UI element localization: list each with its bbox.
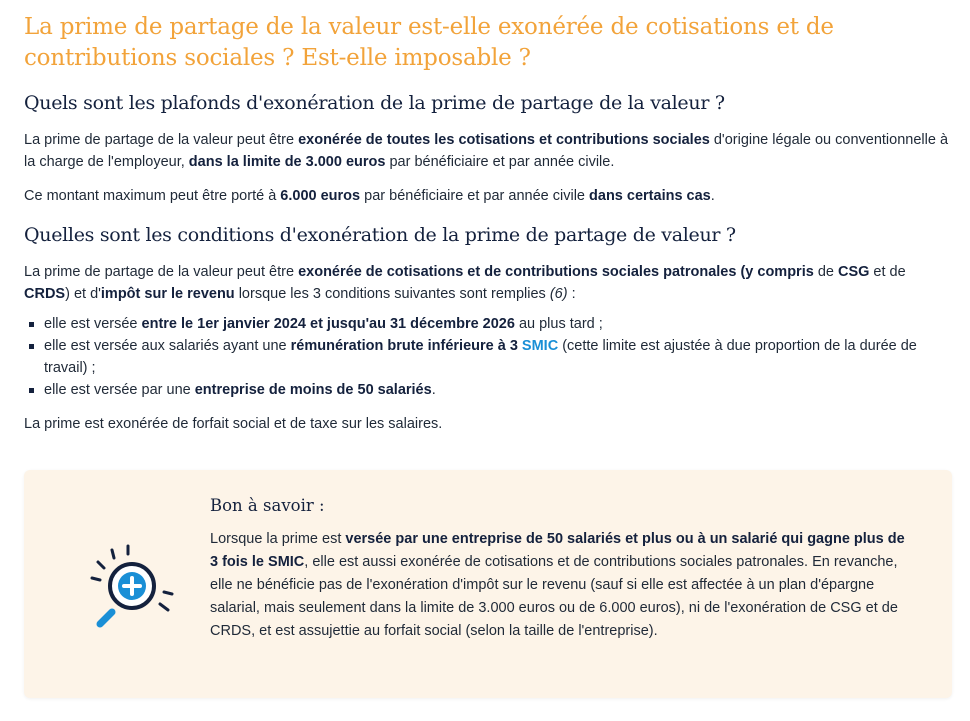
magnifier-plus-icon [84, 540, 184, 640]
section1-heading: Quels sont les plafonds d'exonération de la prime de partage de la valeur ? [24, 92, 725, 114]
page-title: La prime de partage de la valeur est-elle exonérée de cotisations et de contributions sociales ? Est-elle imposable ? [24, 14, 834, 71]
callout-title: Bon à savoir : [210, 496, 325, 515]
section2-outro: La prime est exonérée de forfait social et de taxe sur les salaires. [24, 416, 443, 432]
section1-paragraph2: Ce montant maximum peut être porté à 6.000 euros par bénéficiaire et par année civile dans certains cas. [24, 188, 715, 204]
list-item: elle est versée par une entreprise de moins de 50 salariés. [24, 379, 954, 401]
list-item: elle est versée aux salariés ayant une rémunération brute inférieure à 3 SMIC (cette limite est ajustée à due proportion de la durée de travail) ; [24, 335, 954, 379]
section2-heading: Quelles sont les conditions d'exonération de la prime de partage de valeur ? [24, 224, 736, 246]
section2-intro: La prime de partage de la valeur peut être exonérée de cotisations et de contributions sociales patronales (y compris de CSG et de CRDS) et d'impôt sur le revenu lorsque les 3 conditions suivantes sont remplies (6) : [24, 264, 906, 302]
list-item: elle est versée entre le 1er janvier 2024 et jusqu'au 31 décembre 2026 au plus tard ; [24, 313, 954, 335]
callout-text: Lorsque la prime est versée par une entreprise de 50 salariés et plus ou à un salarié qui gagne plus de 3 fois le SMIC, elle est aussi exonérée de cotisations et de contributions sociales patronales. En revanche, elle ne bénéficie pas de l'exonération d'impôt sur le revenu (sauf si elle est affectée à un plan d'épargne salarial, mais seulement dans la limite de 3.000 euros ou de 6.000 euros), ni de l'exonération de CSG et de CRDS, et est assujettie au forfait social (selon la taille de l'entreprise). [210, 531, 905, 639]
good-to-know-callout [24, 470, 952, 698]
smic-link[interactable]: SMIC [521, 338, 559, 354]
conditions-list [24, 313, 954, 401]
section1-paragraph1: La prime de partage de la valeur peut être exonérée de toutes les cotisations et contributions sociales d'origine légale ou conventionnelle à la charge de l'employeur, dans la limite de 3.000 euros par bénéficiaire et par année civile. [24, 132, 949, 170]
reference-note: (6) [549, 286, 568, 302]
